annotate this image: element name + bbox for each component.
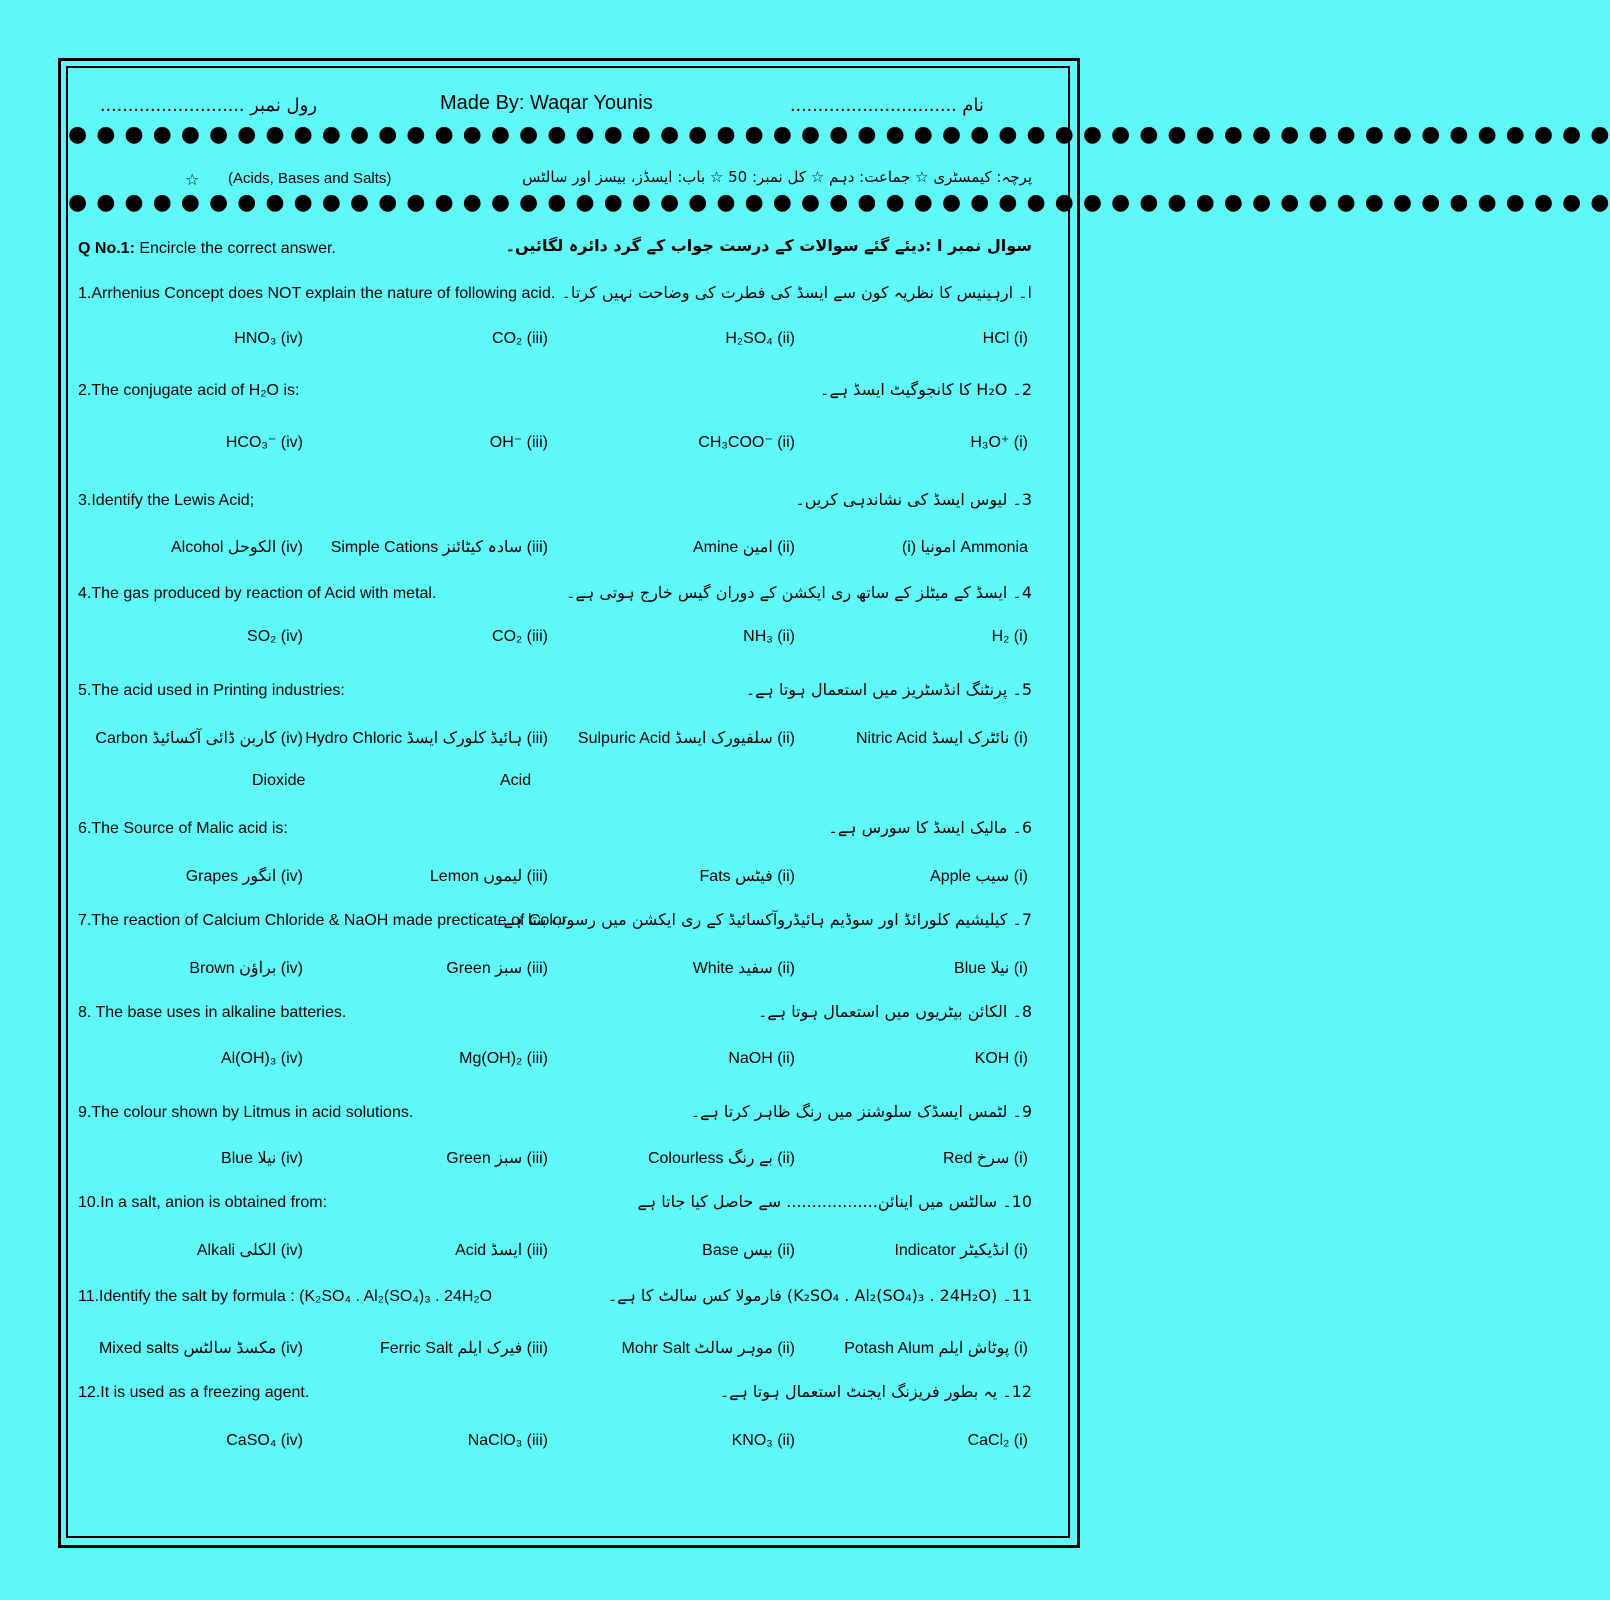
question-5-option-4-line2: Dioxide — [252, 772, 306, 789]
chapter-english: (Acids, Bases and Salts) — [228, 170, 392, 187]
question-3-option-4[interactable]: Alcohol الکوحل (iv) — [170, 539, 303, 556]
section-title-ur: سوال نمبر ا :دیئے گئے سوالات کے درست جواب کے گرد دائرہ لگائیں۔ — [505, 236, 1032, 255]
question-1-ur: ا۔ ارہینیس کا نظریہ کون سے ایسڈ کی فطرت کی وضاحت نہیں کرتا۔ — [561, 283, 1032, 302]
question-10-option-3[interactable]: Acid ایسڈ (iii) — [455, 1242, 548, 1259]
star-icon: ☆ — [185, 170, 200, 189]
question-11-option-4[interactable]: Mixed salts مکسڈ سالٹس (iv) — [98, 1340, 303, 1357]
question-2-option-3[interactable]: OH⁻ (iii) — [489, 434, 548, 451]
paper-info: پرچہ: کیمسٹری ☆ جماعت: دہم ☆ کل نمبر: 50 ☆ باب: ایسڈز، بیسز اور سالٹس — [522, 168, 1032, 186]
question-8-option-4[interactable]: Al(OH)₃ (iv) — [220, 1050, 303, 1067]
question-2-option-2[interactable]: CH₃COO⁻ (ii) — [698, 434, 795, 451]
question-12-option-4[interactable]: CaSO₄ (iv) — [226, 1432, 303, 1449]
question-5-option-2[interactable]: Sulpuric Acid سلفیورک ایسڈ (ii) — [577, 730, 795, 747]
question-8-en: 8. The base uses in alkaline batteries. — [78, 1004, 347, 1021]
question-11-ur: 11۔ (K₂SO₄ . Al₂(SO₄)₃ . 24H₂O) فارمولا کس سالٹ کا ہے۔ — [607, 1286, 1032, 1305]
question-7-ur: 7۔ کیلیشیم کلورائڈ اور سوڈیم ہائیڈروآکسائیڈ کے ری ایکشن میں رسوب بنتا ہے۔ — [494, 910, 1032, 929]
question-11-option-1[interactable]: Potash Alum پوٹاش ایلم (i) — [844, 1340, 1028, 1357]
section-title-en — [78, 240, 336, 258]
question-3-option-2[interactable]: Amine امین (ii) — [692, 539, 795, 556]
question-6-ur: 6۔ مالیک ایسڈ کا سورس ہے۔ — [828, 818, 1032, 837]
question-4-option-3[interactable]: CO₂ (iii) — [492, 628, 548, 645]
question-12-option-1[interactable]: CaCl₂ (i) — [967, 1432, 1028, 1449]
question-10-option-4[interactable]: Alkali الکلی (iv) — [196, 1242, 303, 1259]
question-5-option-3-line2: Acid — [500, 772, 532, 789]
question-1-option-2[interactable]: H₂SO₄ (ii) — [725, 330, 795, 347]
name-dots: .............................. — [790, 94, 957, 116]
question-10-option-1[interactable]: Indicator انڈیکیٹر (i) — [894, 1242, 1028, 1259]
question-1-option-3[interactable]: CO₂ (iii) — [492, 330, 548, 347]
question-7-option-1[interactable]: Blue نیلا (i) — [954, 960, 1028, 977]
question-4-option-1[interactable]: H₂ (i) — [991, 628, 1028, 645]
question-2-ur: 2۔ H₂O کا کانجوگیٹ ایسڈ ہے۔ — [820, 380, 1032, 399]
question-2-en: 2.The conjugate acid of H₂O is: — [78, 382, 300, 399]
question-2-option-1[interactable]: H₃O⁺ (i) — [970, 434, 1028, 451]
question-5-ur: 5۔ پرنٹنگ انڈسٹریز میں استعمال ہوتا ہے۔ — [745, 680, 1032, 699]
dot-divider-bottom: ● ● ● ● ● ● ● ● ● ● ● ● ● ● ● ● ● ● ● ● ● ● ● ● ● ● ● ● ● ● ● ● ● ● ● ● ● ● ● ● ● ● ● ● ● ● ● ● ● ● ● ● ● ● ● — [68, 190, 1610, 215]
question-10-en: 10.In a salt, anion is obtained from: — [78, 1194, 328, 1211]
question-8-option-3[interactable]: Mg(OH)₂ (iii) — [459, 1050, 548, 1067]
question-10-option-2[interactable]: Base بیس (ii) — [702, 1242, 795, 1259]
question-12-ur: 12۔ یہ بطور فریزنگ ایجنٹ استعمال ہوتا ہے۔ — [719, 1382, 1032, 1401]
question-1-en: 1.Arrhenius Concept does NOT explain the nature of following acid. — [78, 285, 556, 302]
question-11-en: 11.Identify the salt by formula : (K₂SO₄ . Al₂(SO₄)₃ . 24H₂O — [78, 1288, 493, 1305]
question-9-ur: 9۔ لٹمس ایسڈک سلوشنز میں رنگ ظاہر کرتا ہے۔ — [690, 1102, 1032, 1121]
question-3-option-3[interactable]: Simple Cations سادہ کیٹائنز (iii) — [330, 539, 548, 556]
name-field — [790, 94, 984, 117]
question-6-en: 6.The Source of Malic acid is: — [78, 820, 288, 837]
question-4-en: 4.The gas produced by reaction of Acid with metal. — [78, 585, 437, 602]
question-3-en: 3.Identify the Lewis Acid; — [78, 492, 255, 509]
question-9-en: 9.The colour shown by Litmus in acid solutions. — [78, 1104, 414, 1121]
question-6-option-4[interactable]: Grapes انگور (iv) — [185, 868, 303, 885]
question-9-option-3[interactable]: Green سبز (iii) — [446, 1150, 548, 1167]
question-11-option-3[interactable]: Ferric Salt فیرک ایلم (iii) — [379, 1340, 548, 1357]
question-2-option-4[interactable]: HCO₃⁻ (iv) — [225, 434, 303, 451]
question-7-en: 7.The reaction of Calcium Chloride & NaOH made precticate of Color. — [78, 912, 571, 929]
question-6-option-1[interactable]: Apple سیب (i) — [930, 868, 1028, 885]
question-3-option-1[interactable]: (i) امونیا Ammonia — [901, 539, 1028, 556]
question-11-option-2[interactable]: Mohr Salt موہر سالٹ (ii) — [621, 1340, 795, 1357]
name-label: نام — [962, 95, 984, 116]
question-4-option-2[interactable]: NH₃ (ii) — [743, 628, 795, 645]
question-1-option-4[interactable]: HNO₃ (iv) — [234, 330, 303, 347]
question-8-option-2[interactable]: NaOH (ii) — [728, 1050, 795, 1067]
question-12-option-2[interactable]: KNO₃ (ii) — [731, 1432, 795, 1449]
question-1-option-1[interactable]: HCl (i) — [982, 330, 1028, 347]
question-7-option-3[interactable]: Green سبز (iii) — [446, 960, 548, 977]
question-8-option-1[interactable]: KOH (i) — [974, 1050, 1028, 1067]
question-8-ur: 8۔ الکائن بیٹریوں میں استعمال ہوتا ہے۔ — [758, 1002, 1032, 1021]
question-5-option-4[interactable]: Carbon کاربن ڈائی آکسائیڈ (iv) — [95, 730, 303, 747]
question-4-option-4[interactable]: SO₂ (iv) — [247, 628, 303, 645]
question-7-option-4[interactable]: Brown براؤن (iv) — [189, 960, 303, 977]
question-9-option-2[interactable]: Colourless بے رنگ (ii) — [647, 1150, 795, 1167]
question-7-option-2[interactable]: White سفید (ii) — [692, 960, 795, 977]
roll-dots: .......................... — [100, 94, 245, 116]
dot-divider-top: ● ● ● ● ● ● ● ● ● ● ● ● ● ● ● ● ● ● ● ● ● ● ● ● ● ● ● ● ● ● ● ● ● ● ● ● ● ● ● ● ● ● ● ● ● ● ● ● ● ● ● ● ● ● ● — [68, 122, 1610, 147]
made-by: Made By: Waqar Younis — [440, 92, 653, 114]
question-6-option-3[interactable]: Lemon لیموں (iii) — [429, 868, 548, 885]
roll-label: رول نمبر — [250, 95, 318, 116]
question-9-option-4[interactable]: Blue نیلا (iv) — [221, 1150, 303, 1167]
question-9-option-1[interactable]: Red سرخ (i) — [942, 1150, 1028, 1167]
question-10-ur: 10۔ سالٹس میں اینائن.................. سے حاصل کیا جاتا ہے — [637, 1192, 1032, 1211]
question-12-en: 12.It is used as a freezing agent. — [78, 1384, 310, 1401]
question-5-en: 5.The acid used in Printing industries: — [78, 682, 345, 699]
section-label: Q No.1: — [78, 240, 135, 257]
roll-number-field — [100, 94, 317, 117]
question-5-option-3[interactable]: Hydro Chloric ہائیڈ کلورک ایسڈ (iii) — [305, 730, 548, 747]
question-5-option-1[interactable]: Nitric Acid نائٹرک ایسڈ (i) — [855, 730, 1028, 747]
section-instruction: Encircle the correct answer. — [139, 240, 336, 257]
question-6-option-2[interactable]: Fats فیٹس (ii) — [699, 868, 795, 885]
question-3-ur: 3۔ لیوس ایسڈ کی نشاندہی کریں۔ — [795, 490, 1032, 509]
question-4-ur: 4۔ ایسڈ کے میٹلز کے ساتھ ری ایکشن کے دوران گیس خارج ہوتی ہے۔ — [566, 583, 1032, 602]
question-12-option-3[interactable]: NaClO₃ (iii) — [467, 1432, 548, 1449]
